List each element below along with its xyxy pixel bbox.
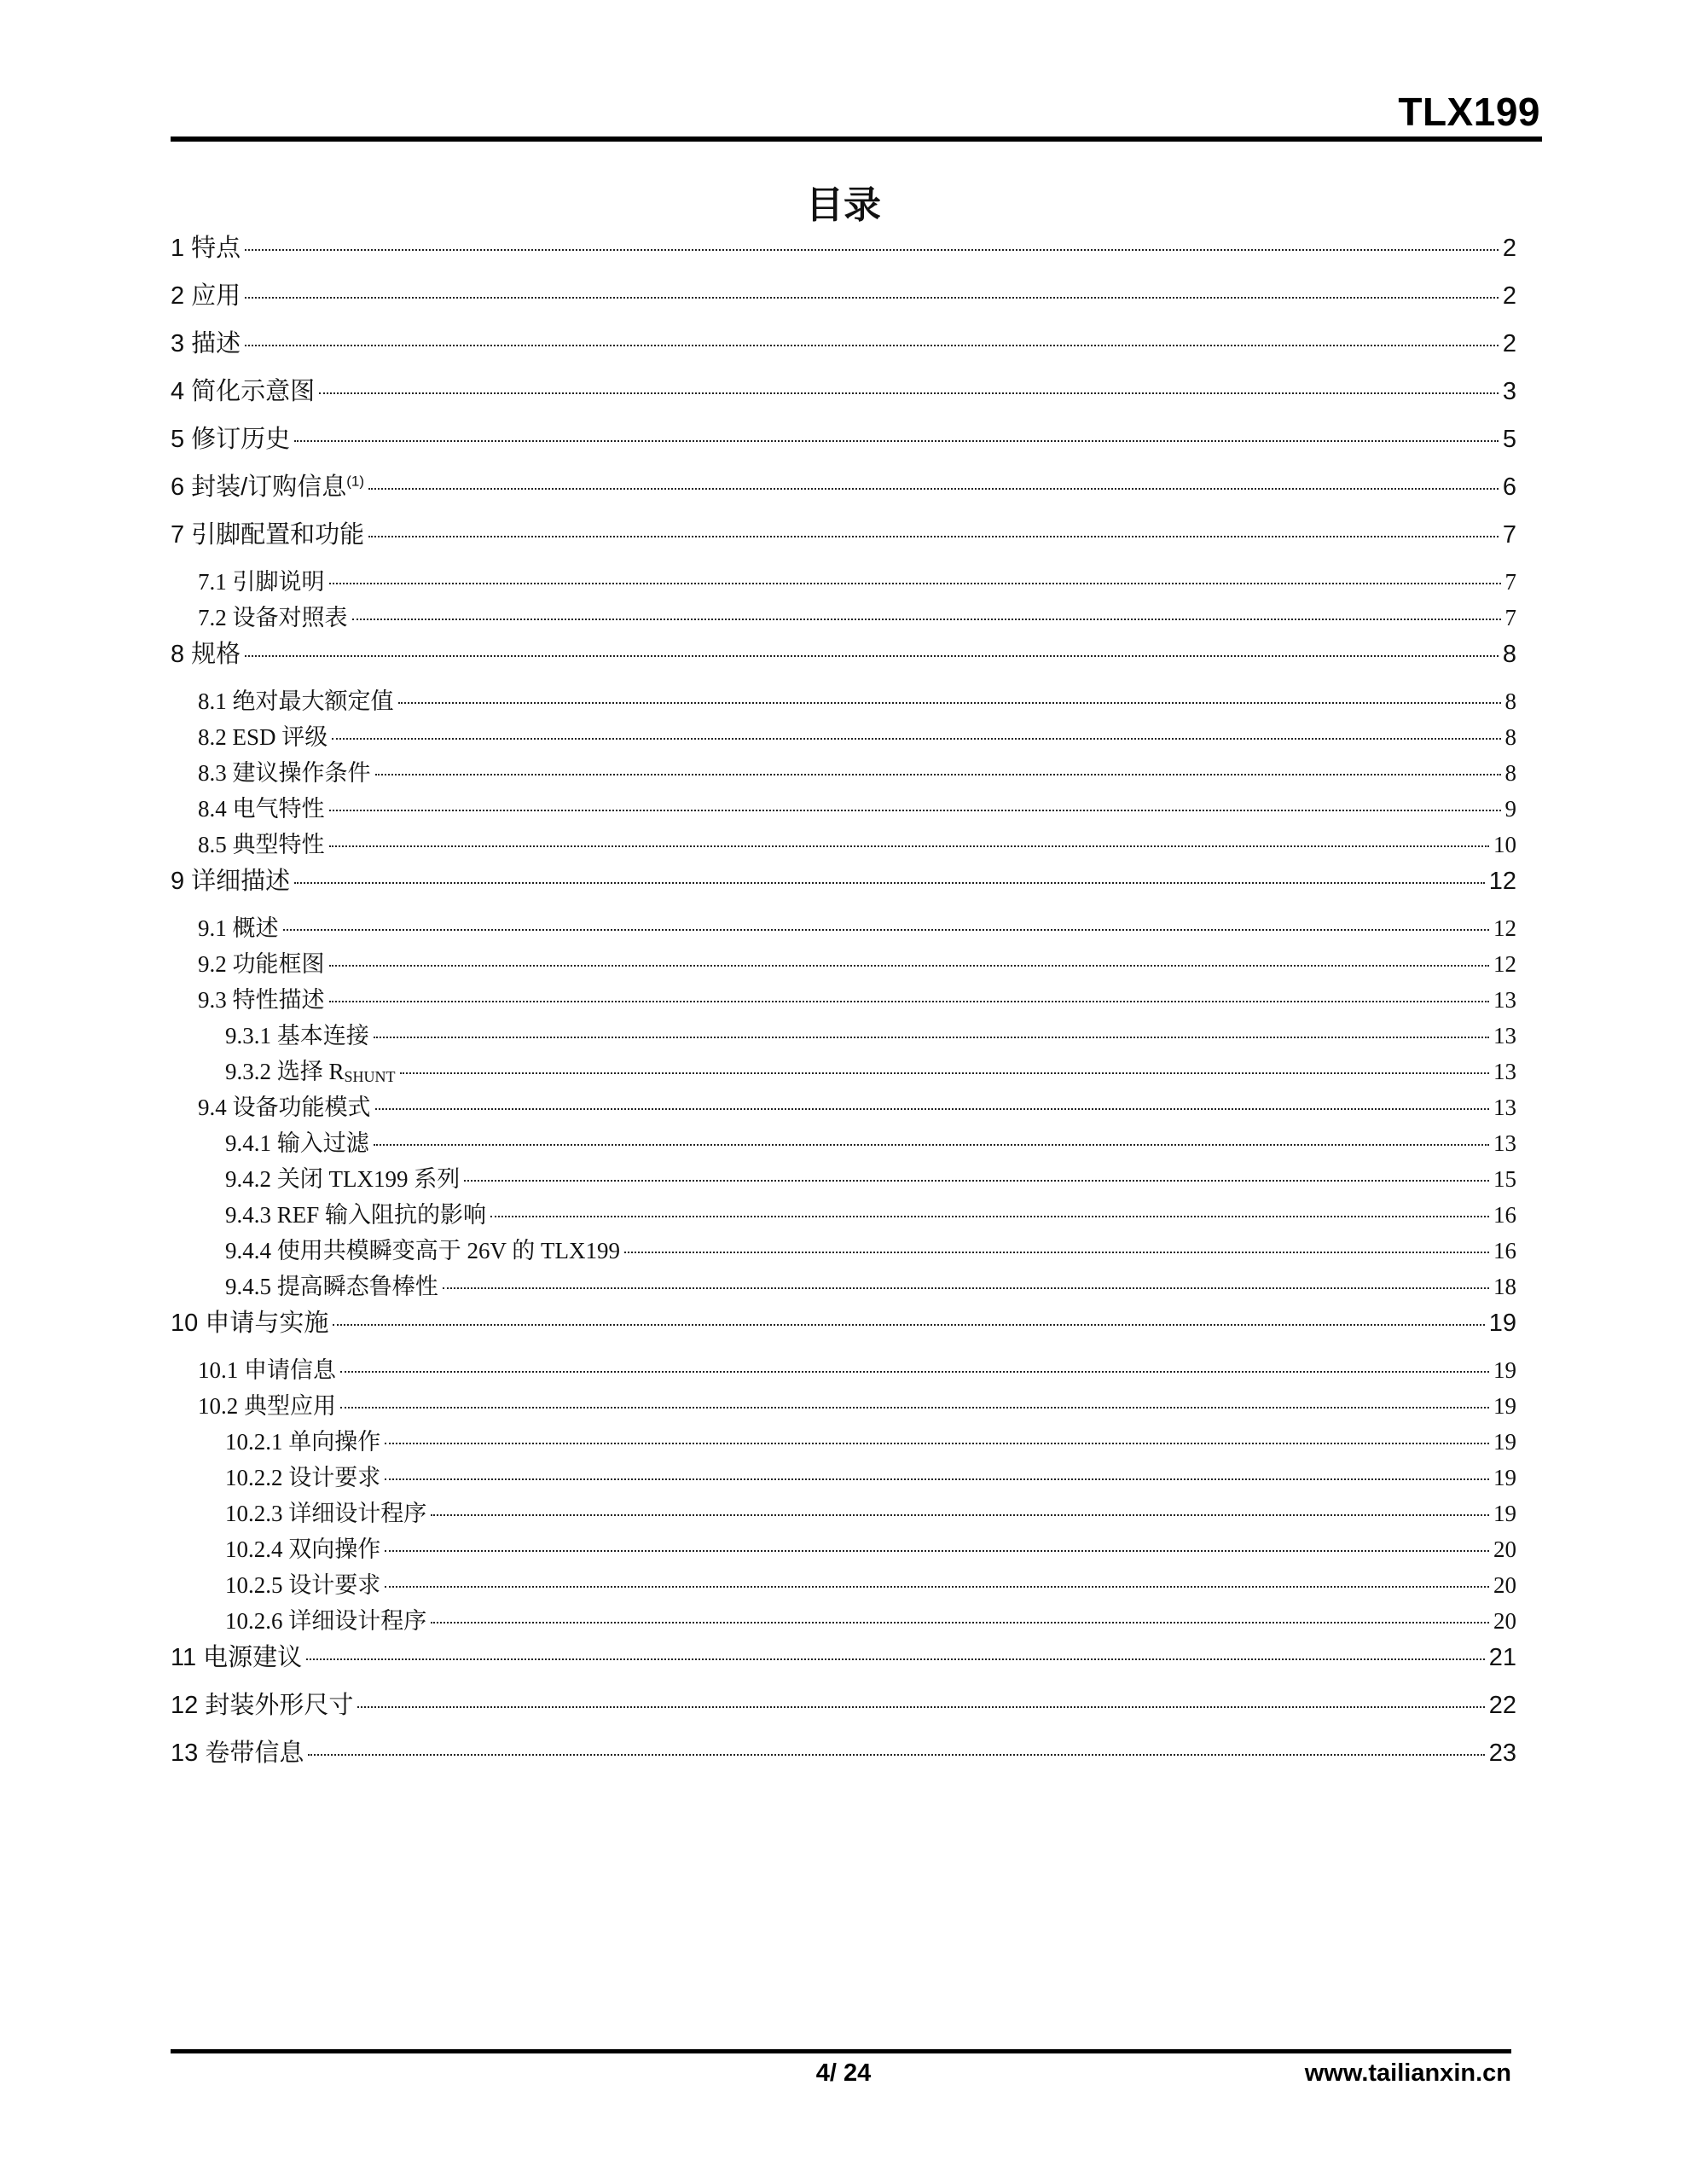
toc-dot-leader — [329, 1001, 1490, 1002]
toc-entry-text: 9 详细描述 — [171, 868, 291, 895]
toc-entry-title — [171, 1734, 304, 1769]
toc-entry-footnote-mark: (1) — [346, 473, 365, 490]
toc-entry-text: 7.1 引脚说明 — [198, 569, 325, 595]
toc-entry-text: 9.4.4 使用共模瞬变高于 26V 的 TLX199 — [225, 1238, 620, 1263]
toc-entry-text: 8.5 典型特性 — [198, 832, 325, 857]
toc-entry-title — [198, 718, 328, 752]
toc-page-number: 10 — [1493, 832, 1516, 857]
toc-entry-text: 13 卷带信息 — [171, 1740, 304, 1767]
toc-entry-subscript: SHUNT — [344, 1068, 396, 1085]
toc-dot-leader — [464, 1180, 1489, 1182]
toc-entry-text: 7 引脚配置和功能 — [171, 521, 365, 549]
toc-page-number: 8 — [1504, 724, 1516, 750]
toc-page-number: 23 — [1488, 1740, 1516, 1767]
toc-heading: 目录 — [806, 183, 881, 227]
toc-page-number: 8 — [1504, 760, 1516, 786]
toc-page-number: 21 — [1488, 1644, 1516, 1671]
toc-entry-text: 10.2.3 详细设计程序 — [225, 1501, 427, 1526]
toc-dot-leader — [385, 1478, 1489, 1480]
toc-dot-leader — [329, 845, 1490, 847]
toc-page-number: 13 — [1493, 987, 1516, 1013]
toc-dot-leader — [443, 1287, 1489, 1289]
toc-entry-title — [171, 324, 241, 359]
toc-page-number: 2 — [1502, 330, 1516, 357]
toc-entry-title — [225, 1053, 396, 1086]
toc-entry-title — [198, 909, 279, 943]
toc-entry[interactable] — [171, 1686, 1516, 1720]
toc-entry-title — [171, 420, 290, 455]
toc-entry-title — [225, 1602, 426, 1635]
toc-page-number: 19 — [1493, 1501, 1516, 1526]
toc-entry[interactable] — [225, 1602, 1516, 1636]
toc-entry-title — [225, 1566, 380, 1600]
toc-dot-leader — [306, 1658, 1485, 1660]
page-number: 4/ 24 — [815, 2059, 872, 2087]
toc-dot-leader — [431, 1622, 1489, 1623]
toc-entry[interactable] — [225, 1566, 1516, 1600]
toc-entry-text: 10.2.4 双向操作 — [225, 1536, 381, 1562]
toc-entry-title — [171, 372, 315, 407]
toc-entry[interactable] — [171, 1638, 1516, 1672]
toc-dot-leader — [385, 1550, 1489, 1552]
toc-dot-leader — [294, 440, 1499, 442]
toc-entry-title — [171, 1638, 302, 1673]
toc-dot-leader — [352, 619, 1501, 620]
toc-page-number: 18 — [1493, 1274, 1516, 1299]
toc-entry-text: 9.4.3 REF 输入阻抗的影响 — [225, 1202, 487, 1228]
toc-entry-text: 10.1 申请信息 — [198, 1357, 336, 1383]
toc-page-number: 13 — [1493, 1130, 1516, 1156]
toc-page-number: 19 — [1493, 1465, 1516, 1490]
toc-dot-leader — [245, 345, 1499, 346]
toc-dot-leader — [329, 810, 1501, 811]
toc-entry-text: 9.2 功能框图 — [198, 951, 325, 977]
toc-entry[interactable] — [198, 826, 1516, 860]
toc-page-number: 12 — [1488, 868, 1516, 895]
toc-dot-leader — [333, 1324, 1484, 1326]
toc-page-number: 20 — [1493, 1608, 1516, 1634]
toc-page-number: 12 — [1493, 951, 1516, 977]
toc-entry-text: 9.3.1 基本连接 — [225, 1023, 369, 1048]
toc-entry[interactable] — [198, 1351, 1516, 1385]
toc-page-number: 8 — [1502, 641, 1516, 668]
toc-entry[interactable] — [225, 1423, 1516, 1457]
website-link[interactable]: www.tailianxin.cn — [1304, 2059, 1511, 2087]
toc-page-number: 5 — [1502, 426, 1516, 453]
toc-entry-title — [225, 1017, 369, 1050]
toc-entry-title — [171, 1686, 353, 1721]
toc-entry-text: 8.2 ESD 评级 — [198, 724, 328, 750]
toc-page-number: 13 — [1493, 1059, 1516, 1084]
toc-entry-text: 11 电源建议 — [171, 1644, 303, 1671]
toc-entry[interactable] — [171, 862, 1516, 896]
toc-dot-leader — [368, 488, 1499, 490]
toc-page-number: 9 — [1504, 796, 1516, 822]
toc-page-number: 19 — [1493, 1357, 1516, 1383]
toc-entry-title — [198, 1387, 336, 1420]
footer-divider — [171, 2049, 1511, 2053]
toc-entry-title — [225, 1232, 620, 1265]
toc-entry[interactable] — [171, 229, 1516, 263]
toc-entry-text: 10.2.5 设计要求 — [225, 1572, 381, 1598]
toc-entry[interactable] — [171, 1734, 1516, 1768]
toc-entry-title — [198, 563, 325, 596]
toc-dot-leader — [340, 1371, 1489, 1373]
toc-page-number: 15 — [1493, 1166, 1516, 1192]
toc-page-number: 20 — [1493, 1572, 1516, 1598]
toc-entry-title — [198, 1089, 371, 1122]
toc-dot-leader — [431, 1514, 1489, 1516]
toc-entry[interactable] — [225, 1495, 1516, 1529]
toc-entry-text: 7.2 设备对照表 — [198, 605, 348, 630]
toc-page-number: 12 — [1493, 915, 1516, 941]
toc-dot-leader — [357, 1706, 1484, 1708]
toc-entry-title — [225, 1531, 380, 1564]
toc-entry-title — [171, 229, 241, 264]
toc-entry[interactable] — [171, 468, 1516, 502]
toc-entry-text: 8.1 绝对最大额定值 — [198, 688, 394, 714]
toc-entry-text: 9.3 特性描述 — [198, 987, 325, 1013]
toc-entry[interactable] — [198, 563, 1516, 597]
toc-entry[interactable] — [225, 1268, 1516, 1302]
toc-entry-text: 9.3.2 选择 R — [225, 1059, 345, 1084]
toc-dot-leader — [374, 1144, 1489, 1146]
toc-entry-title — [225, 1268, 438, 1301]
toc-page-number: 22 — [1488, 1692, 1516, 1719]
toc-dot-leader — [340, 1407, 1489, 1409]
toc-entry[interactable] — [198, 981, 1516, 1015]
toc-entry-title — [198, 790, 325, 823]
toc-entry-text: 8.3 建议操作条件 — [198, 760, 371, 786]
toc-entry[interactable] — [171, 635, 1516, 669]
toc-entry-text: 10.2.1 单向操作 — [225, 1429, 381, 1455]
toc-entry-title — [171, 1304, 328, 1339]
toc-entry-title — [225, 1124, 369, 1158]
toc-dot-leader — [308, 1754, 1484, 1756]
toc-dot-leader — [385, 1443, 1489, 1444]
toc-entry[interactable] — [198, 1089, 1516, 1123]
toc-entry-text: 9.4.5 提高瞬态鲁棒性 — [225, 1274, 438, 1299]
toc-entry-title — [171, 468, 364, 502]
toc-dot-leader — [374, 1037, 1489, 1038]
toc-entry-text: 2 应用 — [171, 282, 241, 310]
toc-entry-title — [225, 1495, 426, 1528]
toc-entry[interactable] — [198, 909, 1516, 944]
toc-entry[interactable] — [225, 1531, 1516, 1565]
toc-entry-text: 9.4.1 输入过滤 — [225, 1130, 369, 1156]
toc-entry[interactable] — [198, 945, 1516, 979]
toc-entry[interactable] — [225, 1196, 1516, 1230]
toc-dot-leader — [400, 1072, 1489, 1074]
toc-entry[interactable] — [198, 599, 1516, 633]
toc-dot-leader — [294, 882, 1485, 884]
toc-entry[interactable] — [171, 515, 1516, 549]
toc-entry[interactable] — [198, 754, 1516, 788]
toc-entry-title — [171, 515, 364, 550]
toc-dot-leader — [332, 738, 1500, 740]
toc-entry-title — [198, 826, 325, 859]
toc-entry-text: 8.4 电气特性 — [198, 796, 325, 822]
toc-page-number: 13 — [1493, 1023, 1516, 1048]
toc-dot-leader — [319, 392, 1499, 394]
toc-entry-title — [198, 682, 394, 716]
toc-entry-title — [171, 862, 290, 897]
toc-dot-leader — [368, 536, 1499, 537]
toc-entry-text: 1 特点 — [171, 235, 241, 262]
toc-page-number: 7 — [1502, 521, 1516, 549]
toc-entry-text: 6 封装/订购信息 — [171, 473, 347, 501]
toc-entry-text: 10 申请与实施 — [171, 1310, 329, 1337]
toc-page-number: 19 — [1488, 1310, 1516, 1337]
toc-entry-title — [225, 1459, 380, 1492]
toc-entry[interactable] — [198, 1387, 1516, 1421]
toc-entry-text: 9.4 设备功能模式 — [198, 1095, 371, 1120]
toc-entry[interactable] — [171, 276, 1516, 311]
toc-entry[interactable] — [225, 1232, 1516, 1266]
toc-dot-leader — [245, 249, 1499, 251]
toc-page-number: 19 — [1493, 1429, 1516, 1455]
toc-entry-title — [198, 981, 325, 1014]
toc-page-number: 2 — [1502, 235, 1516, 262]
toc-entry-title — [198, 1351, 336, 1385]
toc-entry-title — [225, 1423, 380, 1456]
toc-dot-leader — [490, 1216, 1489, 1217]
toc-entry[interactable] — [171, 324, 1516, 358]
toc-entry[interactable] — [225, 1459, 1516, 1493]
toc-entry-title — [225, 1196, 486, 1229]
toc-page-number: 20 — [1493, 1536, 1516, 1562]
toc-entry[interactable] — [225, 1053, 1516, 1087]
toc-dot-leader — [375, 774, 1501, 775]
toc-entry-text: 12 封装外形尺寸 — [171, 1692, 354, 1719]
toc-entry[interactable] — [198, 790, 1516, 824]
toc-entry-title — [198, 754, 371, 787]
toc-page-number: 3 — [1502, 378, 1516, 405]
toc-dot-leader — [329, 965, 1490, 967]
toc-dot-leader — [398, 702, 1501, 704]
toc-entry-title — [171, 276, 241, 311]
toc-entry-text: 5 修订历史 — [171, 426, 291, 453]
toc-entry-text: 9.1 概述 — [198, 915, 279, 941]
toc-entry[interactable] — [171, 420, 1516, 454]
toc-entry-text: 4 简化示意图 — [171, 378, 316, 405]
toc-page-number: 13 — [1493, 1095, 1516, 1120]
toc-entry[interactable] — [171, 1304, 1516, 1338]
toc-entry-text: 10.2.2 设计要求 — [225, 1465, 381, 1490]
toc-entry-title — [198, 945, 325, 979]
toc-dot-leader — [245, 655, 1499, 657]
toc-entry-text: 10.2.6 详细设计程序 — [225, 1608, 427, 1634]
toc-dot-leader — [375, 1108, 1490, 1110]
toc-dot-leader — [329, 583, 1501, 584]
toc-page-number: 7 — [1504, 605, 1516, 630]
toc-entry-text: 8 规格 — [171, 641, 241, 668]
toc-entry[interactable] — [198, 718, 1516, 752]
toc-page-number: 7 — [1504, 569, 1516, 595]
toc-page-number: 19 — [1493, 1393, 1516, 1419]
toc-page-number: 6 — [1502, 473, 1516, 501]
toc-entry[interactable] — [225, 1124, 1516, 1159]
toc-dot-leader — [245, 297, 1499, 299]
toc-dot-leader — [283, 929, 1490, 931]
toc-page-number: 16 — [1493, 1238, 1516, 1263]
toc-entry-title — [171, 635, 241, 670]
toc-entry[interactable] — [171, 372, 1516, 406]
toc-entry[interactable] — [225, 1017, 1516, 1051]
document-title: TLX199 — [1398, 90, 1540, 134]
toc-dot-leader — [624, 1252, 1489, 1253]
toc-entry-text: 10.2 典型应用 — [198, 1393, 336, 1419]
toc-page-number: 8 — [1504, 688, 1516, 714]
toc-dot-leader — [385, 1586, 1489, 1588]
toc-entry-text: 9.4.2 关闭 TLX199 系列 — [225, 1166, 461, 1192]
toc-entry[interactable] — [225, 1160, 1516, 1194]
toc-entry[interactable] — [198, 682, 1516, 717]
toc-page-number: 2 — [1502, 282, 1516, 310]
toc-entry-title — [225, 1160, 460, 1194]
toc-page-number: 16 — [1493, 1202, 1516, 1228]
toc-entry-text: 3 描述 — [171, 330, 241, 357]
toc-entry-title — [198, 599, 348, 632]
